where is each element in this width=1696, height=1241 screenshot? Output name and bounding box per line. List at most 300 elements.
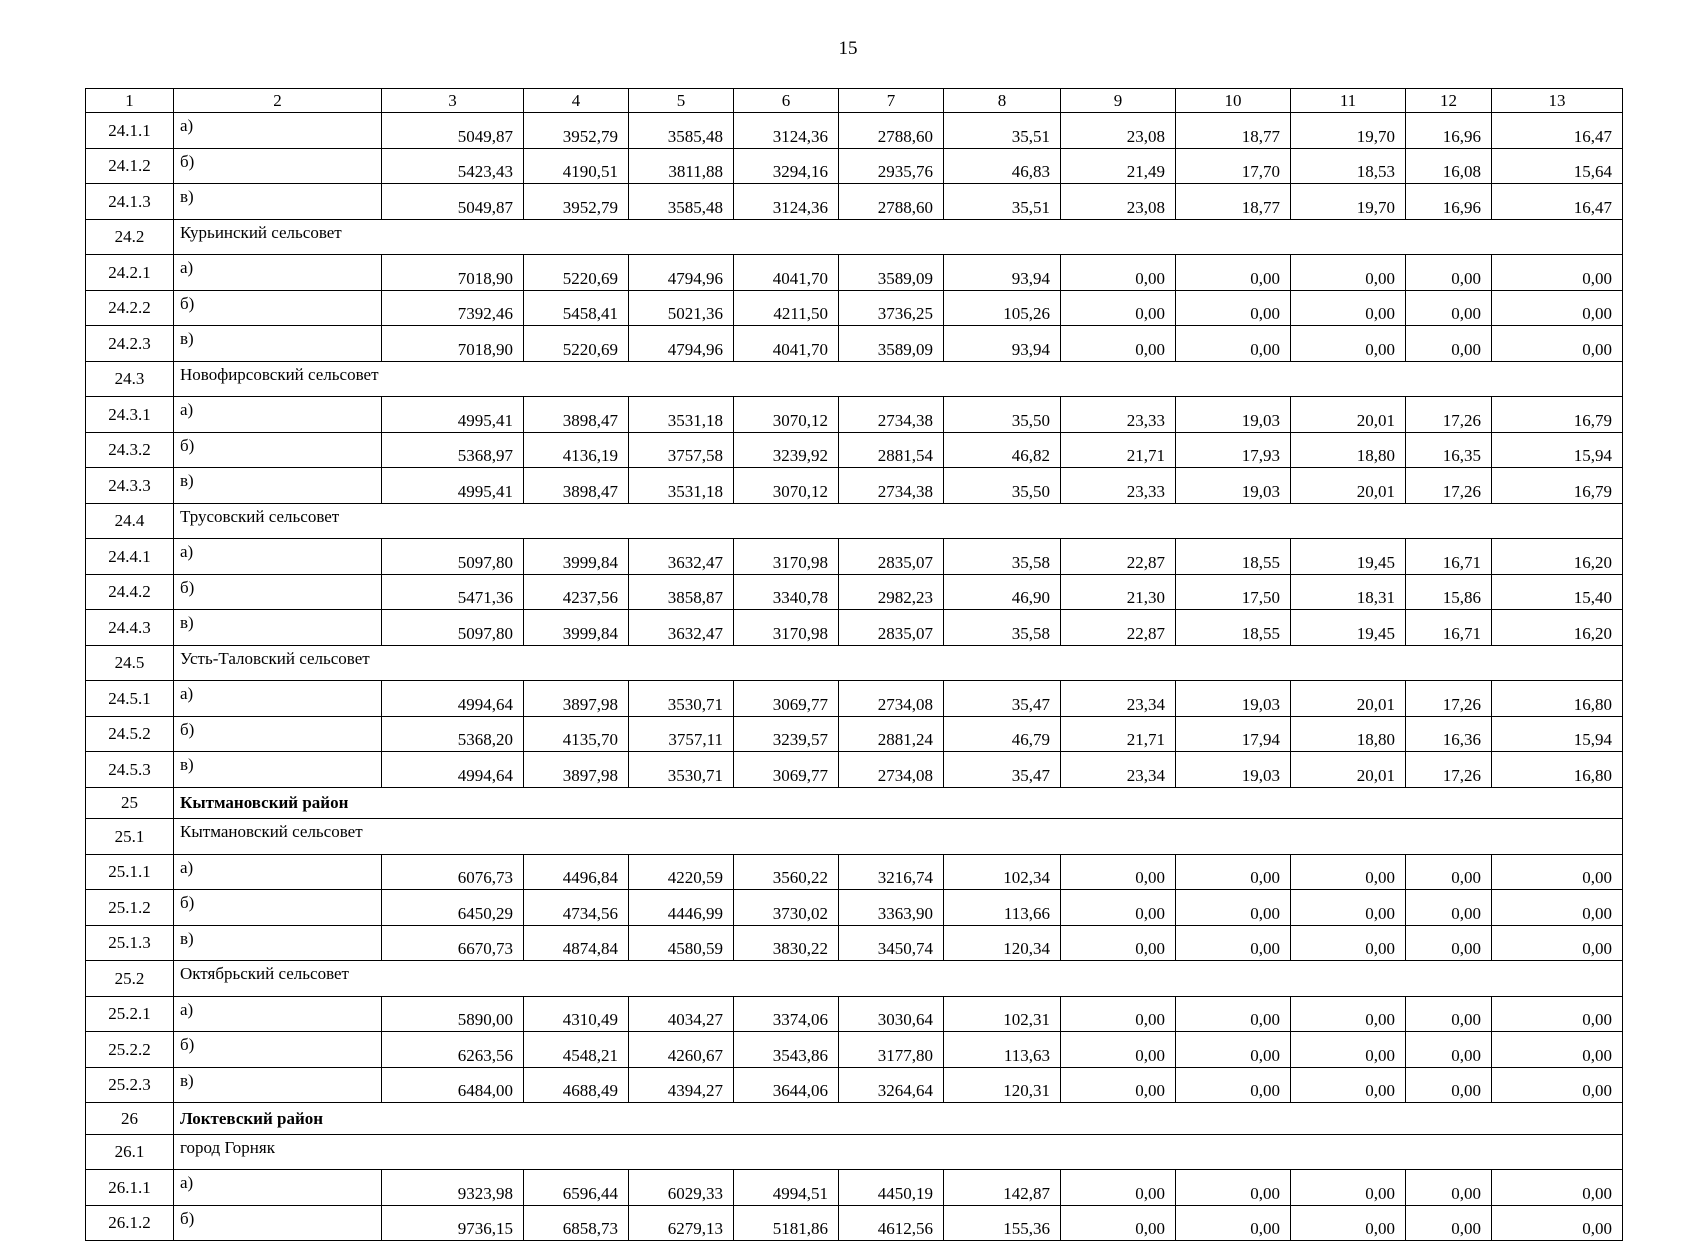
value-cell: 15,94: [1492, 716, 1623, 752]
value-cell: 0,00: [1291, 326, 1406, 362]
value-cell: 3632,47: [629, 610, 734, 646]
value-cell: 4995,41: [382, 468, 524, 504]
table-row: [86, 925, 1623, 961]
value-cell: 2881,24: [839, 716, 944, 752]
value-cell: 16,96: [1406, 113, 1492, 149]
value-cell: 3264,64: [839, 1067, 944, 1103]
value-cell: 0,00: [1061, 890, 1176, 926]
row-code: 24.4.3: [86, 610, 174, 646]
value-cell: 2734,08: [839, 752, 944, 788]
value-cell: 5220,69: [524, 255, 629, 291]
value-cell: 0,00: [1406, 1205, 1492, 1241]
row-code: 25.2.2: [86, 1032, 174, 1068]
section-row: [86, 219, 1623, 255]
value-cell: 4580,59: [629, 925, 734, 961]
value-cell: 19,70: [1291, 113, 1406, 149]
column-number-row: [86, 89, 1623, 113]
value-cell: 0,00: [1176, 255, 1291, 291]
value-cell: 5471,36: [382, 574, 524, 610]
value-cell: 0,00: [1061, 1032, 1176, 1068]
column-number: 9: [1061, 89, 1176, 113]
value-cell: 16,35: [1406, 432, 1492, 468]
value-cell: 0,00: [1176, 290, 1291, 326]
value-cell: 120,31: [944, 1067, 1061, 1103]
value-cell: 0,00: [1061, 996, 1176, 1032]
row-code: 25.1.3: [86, 925, 174, 961]
section-name: Новофирсовский сельсовет: [174, 361, 1623, 397]
value-cell: 0,00: [1406, 1170, 1492, 1206]
value-cell: 3999,84: [524, 539, 629, 575]
value-cell: 4994,64: [382, 681, 524, 717]
value-cell: 4794,96: [629, 326, 734, 362]
row-code: 24.3.2: [86, 432, 174, 468]
value-cell: 6450,29: [382, 890, 524, 926]
value-cell: 0,00: [1406, 890, 1492, 926]
value-cell: 15,86: [1406, 574, 1492, 610]
value-cell: 7018,90: [382, 326, 524, 362]
value-cell: 16,36: [1406, 716, 1492, 752]
value-cell: 6076,73: [382, 854, 524, 890]
value-cell: 16,47: [1492, 113, 1623, 149]
value-cell: 0,00: [1061, 255, 1176, 291]
district-row: [86, 787, 1623, 819]
value-cell: 4995,41: [382, 397, 524, 433]
value-cell: 0,00: [1291, 1170, 1406, 1206]
value-cell: 0,00: [1492, 1205, 1623, 1241]
value-cell: 0,00: [1176, 1067, 1291, 1103]
value-cell: 0,00: [1291, 290, 1406, 326]
row-code: 24.3.3: [86, 468, 174, 504]
district-row: [86, 1103, 1623, 1135]
value-cell: 21,71: [1061, 432, 1176, 468]
value-cell: 4548,21: [524, 1032, 629, 1068]
row-variant-label: б): [174, 1205, 382, 1241]
value-cell: 18,80: [1291, 432, 1406, 468]
value-cell: 23,08: [1061, 184, 1176, 220]
value-cell: 6484,00: [382, 1067, 524, 1103]
value-cell: 7018,90: [382, 255, 524, 291]
table-row: [86, 996, 1623, 1032]
value-cell: 0,00: [1291, 996, 1406, 1032]
value-cell: 19,70: [1291, 184, 1406, 220]
table-row: [86, 610, 1623, 646]
value-cell: 3999,84: [524, 610, 629, 646]
value-cell: 4994,51: [734, 1170, 839, 1206]
value-cell: 4034,27: [629, 996, 734, 1032]
row-code: 24.1.1: [86, 113, 174, 149]
column-number: 3: [382, 89, 524, 113]
value-cell: 18,77: [1176, 184, 1291, 220]
value-cell: 0,00: [1406, 1067, 1492, 1103]
value-cell: 19,03: [1176, 468, 1291, 504]
district-name: Локтевский район: [174, 1103, 1623, 1135]
value-cell: 3952,79: [524, 113, 629, 149]
table-row: [86, 397, 1623, 433]
value-cell: 18,53: [1291, 148, 1406, 184]
tariff-table: [85, 88, 1623, 1241]
row-variant-label: в): [174, 752, 382, 788]
value-cell: 17,70: [1176, 148, 1291, 184]
value-cell: 35,47: [944, 681, 1061, 717]
column-number: 6: [734, 89, 839, 113]
value-cell: 5423,43: [382, 148, 524, 184]
table-row: [86, 184, 1623, 220]
value-cell: 113,63: [944, 1032, 1061, 1068]
value-cell: 102,34: [944, 854, 1061, 890]
value-cell: 3589,09: [839, 255, 944, 291]
row-code: 24.5: [86, 645, 174, 681]
row-code: 25.1: [86, 819, 174, 855]
value-cell: 3216,74: [839, 854, 944, 890]
value-cell: 20,01: [1291, 681, 1406, 717]
value-cell: 15,94: [1492, 432, 1623, 468]
row-variant-label: б): [174, 574, 382, 610]
value-cell: 0,00: [1291, 1205, 1406, 1241]
value-cell: 5368,20: [382, 716, 524, 752]
value-cell: 3644,06: [734, 1067, 839, 1103]
value-cell: 0,00: [1176, 890, 1291, 926]
column-number: 2: [174, 89, 382, 113]
section-name: Кытмановский сельсовет: [174, 819, 1623, 855]
value-cell: 0,00: [1492, 996, 1623, 1032]
section-name: город Горняк: [174, 1134, 1623, 1170]
value-cell: 6858,73: [524, 1205, 629, 1241]
row-code: 24.4.1: [86, 539, 174, 575]
value-cell: 16,08: [1406, 148, 1492, 184]
value-cell: 2734,38: [839, 468, 944, 504]
value-cell: 0,00: [1291, 1067, 1406, 1103]
value-cell: 19,03: [1176, 752, 1291, 788]
row-code: 24.5.3: [86, 752, 174, 788]
value-cell: 93,94: [944, 255, 1061, 291]
value-cell: 0,00: [1492, 854, 1623, 890]
value-cell: 23,33: [1061, 468, 1176, 504]
row-code: 24.4: [86, 503, 174, 539]
table-row: [86, 1032, 1623, 1068]
value-cell: 2881,54: [839, 432, 944, 468]
row-variant-label: а): [174, 539, 382, 575]
value-cell: 5181,86: [734, 1205, 839, 1241]
value-cell: 35,50: [944, 397, 1061, 433]
value-cell: 3239,92: [734, 432, 839, 468]
table-row: [86, 255, 1623, 291]
value-cell: 35,47: [944, 752, 1061, 788]
district-name: Кытмановский район: [174, 787, 1623, 819]
value-cell: 17,26: [1406, 681, 1492, 717]
value-cell: 35,58: [944, 610, 1061, 646]
value-cell: 19,03: [1176, 681, 1291, 717]
value-cell: 4874,84: [524, 925, 629, 961]
row-variant-label: в): [174, 1067, 382, 1103]
column-number: 12: [1406, 89, 1492, 113]
value-cell: 46,79: [944, 716, 1061, 752]
value-cell: 155,36: [944, 1205, 1061, 1241]
value-cell: 3170,98: [734, 610, 839, 646]
value-cell: 3363,90: [839, 890, 944, 926]
value-cell: 3450,74: [839, 925, 944, 961]
value-cell: 3898,47: [524, 397, 629, 433]
row-code: 26.1.1: [86, 1170, 174, 1206]
value-cell: 17,93: [1176, 432, 1291, 468]
value-cell: 16,96: [1406, 184, 1492, 220]
value-cell: 0,00: [1492, 290, 1623, 326]
section-name: Октябрьский сельсовет: [174, 961, 1623, 997]
value-cell: 6670,73: [382, 925, 524, 961]
value-cell: 0,00: [1176, 1205, 1291, 1241]
value-cell: 3530,71: [629, 752, 734, 788]
row-variant-label: в): [174, 184, 382, 220]
value-cell: 9323,98: [382, 1170, 524, 1206]
value-cell: 3070,12: [734, 397, 839, 433]
value-cell: 3757,58: [629, 432, 734, 468]
value-cell: 0,00: [1061, 1205, 1176, 1241]
value-cell: 4394,27: [629, 1067, 734, 1103]
value-cell: 5890,00: [382, 996, 524, 1032]
row-variant-label: б): [174, 716, 382, 752]
value-cell: 16,79: [1492, 397, 1623, 433]
value-cell: 21,49: [1061, 148, 1176, 184]
value-cell: 0,00: [1492, 1032, 1623, 1068]
value-cell: 5458,41: [524, 290, 629, 326]
value-cell: 20,01: [1291, 752, 1406, 788]
value-cell: 0,00: [1492, 925, 1623, 961]
row-variant-label: а): [174, 1170, 382, 1206]
value-cell: 5097,80: [382, 539, 524, 575]
row-variant-label: а): [174, 681, 382, 717]
value-cell: 18,55: [1176, 610, 1291, 646]
value-cell: 4041,70: [734, 255, 839, 291]
value-cell: 22,87: [1061, 610, 1176, 646]
value-cell: 4496,84: [524, 854, 629, 890]
value-cell: 23,34: [1061, 681, 1176, 717]
value-cell: 4994,64: [382, 752, 524, 788]
value-cell: 17,50: [1176, 574, 1291, 610]
value-cell: 2734,38: [839, 397, 944, 433]
row-code: 25.1.2: [86, 890, 174, 926]
value-cell: 0,00: [1291, 854, 1406, 890]
value-cell: 3170,98: [734, 539, 839, 575]
value-cell: 16,79: [1492, 468, 1623, 504]
value-cell: 4190,51: [524, 148, 629, 184]
value-cell: 113,66: [944, 890, 1061, 926]
value-cell: 35,51: [944, 184, 1061, 220]
value-cell: 0,00: [1406, 326, 1492, 362]
value-cell: 6596,44: [524, 1170, 629, 1206]
value-cell: 0,00: [1492, 890, 1623, 926]
row-variant-label: в): [174, 925, 382, 961]
value-cell: 0,00: [1061, 290, 1176, 326]
value-cell: 5049,87: [382, 184, 524, 220]
value-cell: 3177,80: [839, 1032, 944, 1068]
value-cell: 105,26: [944, 290, 1061, 326]
row-code: 24.2.1: [86, 255, 174, 291]
value-cell: 21,71: [1061, 716, 1176, 752]
value-cell: 0,00: [1291, 890, 1406, 926]
value-cell: 4136,19: [524, 432, 629, 468]
value-cell: 16,71: [1406, 539, 1492, 575]
row-code: 24.2.3: [86, 326, 174, 362]
value-cell: 4041,70: [734, 326, 839, 362]
value-cell: 0,00: [1291, 255, 1406, 291]
value-cell: 3897,98: [524, 681, 629, 717]
row-variant-label: а): [174, 397, 382, 433]
table-row: [86, 148, 1623, 184]
value-cell: 3374,06: [734, 996, 839, 1032]
column-number: 10: [1176, 89, 1291, 113]
value-cell: 3811,88: [629, 148, 734, 184]
row-code: 24.1.3: [86, 184, 174, 220]
row-code: 25: [86, 787, 174, 819]
section-row: [86, 503, 1623, 539]
value-cell: 7392,46: [382, 290, 524, 326]
value-cell: 17,94: [1176, 716, 1291, 752]
table-row: [86, 854, 1623, 890]
value-cell: 2982,23: [839, 574, 944, 610]
value-cell: 0,00: [1061, 854, 1176, 890]
row-code: 26: [86, 1103, 174, 1135]
value-cell: 0,00: [1492, 326, 1623, 362]
value-cell: 4688,49: [524, 1067, 629, 1103]
table-row: [86, 468, 1623, 504]
section-row: [86, 645, 1623, 681]
value-cell: 3239,57: [734, 716, 839, 752]
section-name: Курьинский сельсовет: [174, 219, 1623, 255]
value-cell: 0,00: [1176, 326, 1291, 362]
value-cell: 2788,60: [839, 184, 944, 220]
value-cell: 16,80: [1492, 681, 1623, 717]
value-cell: 3531,18: [629, 397, 734, 433]
row-variant-label: в): [174, 468, 382, 504]
table-row: [86, 681, 1623, 717]
table-row: [86, 326, 1623, 362]
value-cell: 0,00: [1176, 1170, 1291, 1206]
row-code: 24.2.2: [86, 290, 174, 326]
value-cell: 0,00: [1061, 1170, 1176, 1206]
value-cell: 4446,99: [629, 890, 734, 926]
table-row: [86, 432, 1623, 468]
value-cell: 0,00: [1492, 1170, 1623, 1206]
value-cell: 23,33: [1061, 397, 1176, 433]
value-cell: 20,01: [1291, 468, 1406, 504]
value-cell: 9736,15: [382, 1205, 524, 1241]
row-variant-label: в): [174, 610, 382, 646]
value-cell: 3589,09: [839, 326, 944, 362]
table-row: [86, 752, 1623, 788]
value-cell: 0,00: [1291, 925, 1406, 961]
table-row: [86, 539, 1623, 575]
value-cell: 3124,36: [734, 113, 839, 149]
value-cell: 93,94: [944, 326, 1061, 362]
value-cell: 5021,36: [629, 290, 734, 326]
value-cell: 3730,02: [734, 890, 839, 926]
value-cell: 4220,59: [629, 854, 734, 890]
value-cell: 18,80: [1291, 716, 1406, 752]
value-cell: 17,26: [1406, 752, 1492, 788]
row-code: 24.3: [86, 361, 174, 397]
table-row: [86, 113, 1623, 149]
table-row: [86, 1205, 1623, 1241]
value-cell: 2835,07: [839, 610, 944, 646]
value-cell: 0,00: [1176, 925, 1291, 961]
value-cell: 3069,77: [734, 681, 839, 717]
row-variant-label: в): [174, 326, 382, 362]
value-cell: 35,50: [944, 468, 1061, 504]
value-cell: 15,64: [1492, 148, 1623, 184]
table-row: [86, 290, 1623, 326]
value-cell: 35,58: [944, 539, 1061, 575]
row-code: 24.1.2: [86, 148, 174, 184]
value-cell: 3585,48: [629, 113, 734, 149]
value-cell: 3585,48: [629, 184, 734, 220]
section-row: [86, 1134, 1623, 1170]
value-cell: 21,30: [1061, 574, 1176, 610]
value-cell: 20,01: [1291, 397, 1406, 433]
row-code: 25.2.1: [86, 996, 174, 1032]
row-code: 24.3.1: [86, 397, 174, 433]
value-cell: 3898,47: [524, 468, 629, 504]
value-cell: 19,03: [1176, 397, 1291, 433]
value-cell: 3543,86: [734, 1032, 839, 1068]
row-variant-label: б): [174, 148, 382, 184]
value-cell: 2734,08: [839, 681, 944, 717]
value-cell: 46,82: [944, 432, 1061, 468]
value-cell: 4450,19: [839, 1170, 944, 1206]
value-cell: 4310,49: [524, 996, 629, 1032]
section-row: [86, 361, 1623, 397]
value-cell: 6263,56: [382, 1032, 524, 1068]
row-code: 25.2: [86, 961, 174, 997]
value-cell: 0,00: [1291, 1032, 1406, 1068]
row-variant-label: а): [174, 113, 382, 149]
value-cell: 23,08: [1061, 113, 1176, 149]
value-cell: 4211,50: [734, 290, 839, 326]
value-cell: 46,90: [944, 574, 1061, 610]
value-cell: 5049,87: [382, 113, 524, 149]
column-number: 13: [1492, 89, 1623, 113]
value-cell: 3294,16: [734, 148, 839, 184]
value-cell: 2935,76: [839, 148, 944, 184]
table-body: [86, 89, 1623, 1241]
value-cell: 4237,56: [524, 574, 629, 610]
value-cell: 18,55: [1176, 539, 1291, 575]
value-cell: 4260,67: [629, 1032, 734, 1068]
section-row: [86, 961, 1623, 997]
value-cell: 102,31: [944, 996, 1061, 1032]
value-cell: 4734,56: [524, 890, 629, 926]
value-cell: 16,47: [1492, 184, 1623, 220]
row-variant-label: б): [174, 1032, 382, 1068]
page-number: 15: [838, 38, 858, 59]
row-code: 24.5.2: [86, 716, 174, 752]
value-cell: 0,00: [1406, 255, 1492, 291]
value-cell: 3897,98: [524, 752, 629, 788]
value-cell: 6279,13: [629, 1205, 734, 1241]
value-cell: 3858,87: [629, 574, 734, 610]
value-cell: 23,34: [1061, 752, 1176, 788]
row-variant-label: а): [174, 854, 382, 890]
value-cell: 0,00: [1406, 290, 1492, 326]
value-cell: 142,87: [944, 1170, 1061, 1206]
row-variant-label: б): [174, 890, 382, 926]
row-code: 25.1.1: [86, 854, 174, 890]
value-cell: 3757,11: [629, 716, 734, 752]
column-number: 8: [944, 89, 1061, 113]
section-row: [86, 819, 1623, 855]
value-cell: 5368,97: [382, 432, 524, 468]
column-number: 4: [524, 89, 629, 113]
row-variant-label: а): [174, 255, 382, 291]
row-code: 26.1: [86, 1134, 174, 1170]
